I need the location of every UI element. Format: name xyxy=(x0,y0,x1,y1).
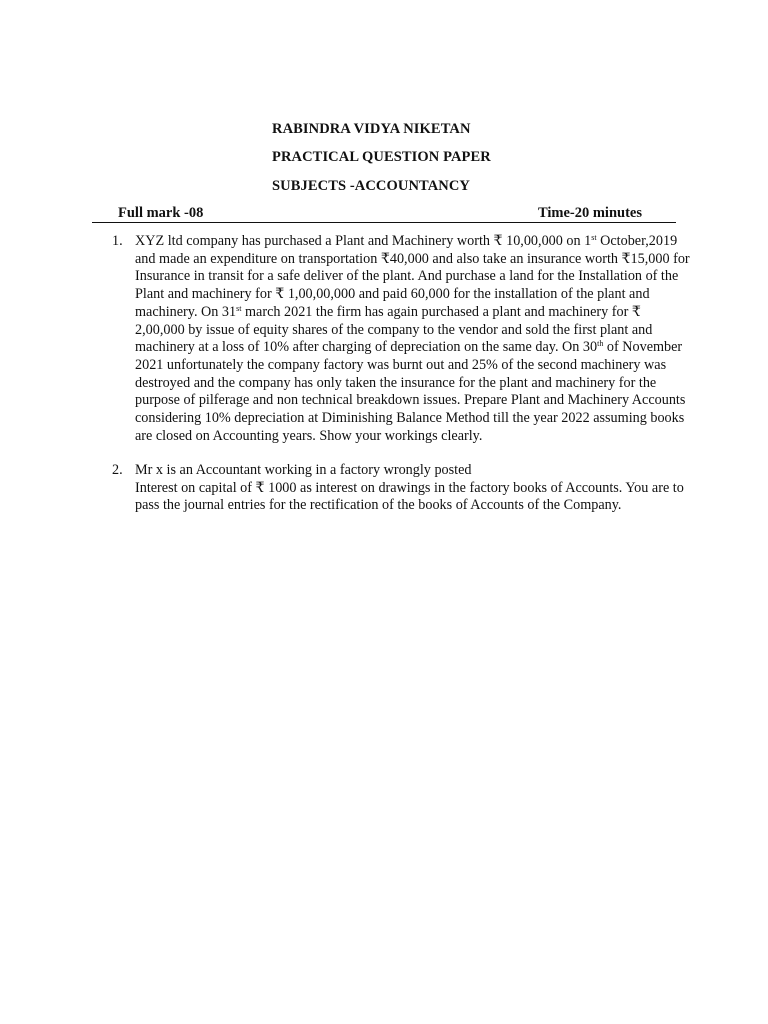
full-mark-label: Full mark -08 xyxy=(118,205,204,221)
question-line: Insurance in transit for a safe deliver of the plant. And purchase a land for the Installation of the xyxy=(135,268,679,285)
subject-title: SUBJECTS -ACCOUNTANCY xyxy=(272,178,471,194)
question-line: machinery. On 31st march 2021 the firm has again purchased a plant and machinery for ₹ xyxy=(135,303,641,320)
paper-title: PRACTICAL QUESTION PAPER xyxy=(272,149,491,165)
question-body xyxy=(135,462,682,515)
question-line: XYZ ltd company has purchased a Plant and Machinery worth ₹ 10,00,000 on 1st October,2019 xyxy=(135,233,678,249)
marks-time-line xyxy=(92,205,676,223)
question-line: pass the journal entries for the rectification of the books of Accounts of the Company. xyxy=(135,497,622,514)
question-line: are closed on Accounting years. Show your workings clearly. xyxy=(135,427,483,444)
question-line: 2021 unfortunately the company factory was burnt out and 25% of the second machinery was xyxy=(135,356,667,373)
question-number: 2. xyxy=(112,462,123,478)
question-line: and made an expenditure on transportation ₹40,000 and also take an insurance worth ₹15,000 for xyxy=(135,250,690,267)
question-line: Interest on capital of ₹ 1000 as interest on drawings in the factory books of Accounts. You are to xyxy=(135,479,684,496)
question-2 xyxy=(112,462,682,515)
school-name: RABINDRA VIDYA NIKETAN xyxy=(272,121,471,137)
question-body xyxy=(135,233,690,445)
question-line: considering 10% depreciation at Diminishing Balance Method till the year 2022 assuming books xyxy=(135,410,685,427)
question-line: Plant and machinery for ₹ 1,00,00,000 and paid 60,000 for the installation of the plant and xyxy=(135,286,650,303)
question-1 xyxy=(112,233,690,445)
question-line: machinery at a loss of 10% after charging of depreciation on the same day. On 30th of November xyxy=(135,339,683,356)
question-line: Mr x is an Accountant working in a factory wrongly posted xyxy=(135,462,472,478)
question-number: 1. xyxy=(112,233,123,249)
question-line: 2,00,000 by issue of equity shares of the company to the vendor and sold the first plant and xyxy=(135,321,653,338)
time-label: Time-20 minutes xyxy=(537,205,642,221)
question-line: destroyed and the company has only taken the insurance for the plant and machinery for the xyxy=(135,374,657,391)
question-line: purpose of pilferage and non technical breakdown issues. Prepare Plant and Machinery Accounts xyxy=(135,392,686,409)
